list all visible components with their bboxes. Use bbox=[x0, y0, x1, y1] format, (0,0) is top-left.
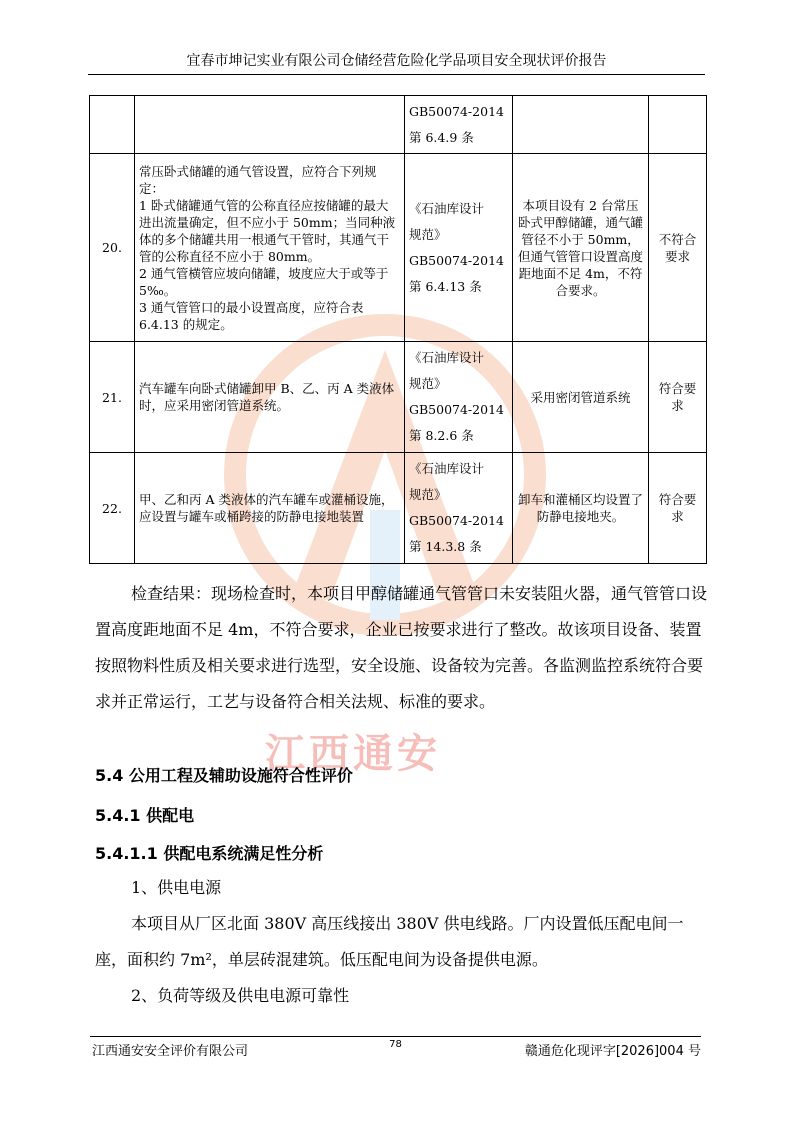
status-cell bbox=[513, 96, 649, 154]
footer-doc-number: 赣通危化现评字[2026]004 号 bbox=[524, 1044, 701, 1059]
row-number: 22. bbox=[90, 453, 135, 564]
basis-line: GB50074-2014 bbox=[409, 402, 504, 417]
basis-line: 第 8.2.6 条 bbox=[409, 428, 474, 443]
table-row bbox=[90, 453, 707, 564]
item-power-source: 1、供电电源 bbox=[131, 878, 222, 897]
basis-cell bbox=[405, 342, 513, 453]
basis-line: 规范》 bbox=[409, 376, 447, 391]
requirement-cell bbox=[135, 453, 405, 564]
table-row bbox=[90, 96, 707, 154]
result-cell bbox=[649, 96, 707, 154]
item-load-level: 2、负荷等级及供电电源可靠性 bbox=[131, 986, 350, 1005]
requirement-cell bbox=[135, 154, 405, 342]
status-cell: 本项目设有 2 台常压卧式甲醇储罐，通气罐管径不小于 50mm，但通气管管口设置高度距地面不足 4m，不符合要求。 bbox=[513, 154, 649, 342]
requirement-line: 常压卧式储罐的通气管设置，应符合下列规定： bbox=[139, 163, 377, 196]
basis-line: GB50074-2014 bbox=[409, 513, 504, 528]
page-header bbox=[88, 50, 705, 75]
power-source-paragraph: 本项目从厂区北面 380V 高压线接出 380V 供电线路。厂内设置低压配电间一座，面积约 7m²，单层砖混建筑。低压配电间为设备提供电源。 bbox=[95, 914, 684, 969]
heading-5-4-1-1: 5.4.1.1 供配电系统满足性分析 bbox=[95, 844, 324, 863]
requirement-cell bbox=[135, 342, 405, 453]
requirement-line: 2 通气管横管应坡向储罐，坡度应大于或等于 5‰。 bbox=[139, 265, 389, 298]
result-cell: 符合要求 bbox=[649, 342, 707, 453]
requirement-line: 1 卧式储罐通气管的公称直径应按储罐的最大进出流量确定，但不应小于 50mm；当同种液体的多个储罐共用一根通气干管时，其通气干管的公称直径不应小于 80mm。 bbox=[139, 197, 396, 264]
footer-company: 江西通安安全评价有限公司 bbox=[92, 1044, 249, 1059]
requirement-line: 甲、乙和丙 A 类液体的汽车罐车或灌桶设施，应设置与罐车或桶跨接的防静电接地装置 bbox=[139, 492, 394, 524]
basis-cell bbox=[405, 453, 513, 564]
requirement-line: 汽车罐车向卧式储罐卸甲 B、乙、丙 A 类液体时，应采用密闭管道系统。 bbox=[139, 381, 395, 413]
watermark-text: 江西通安 bbox=[265, 731, 441, 777]
requirement-cell bbox=[135, 96, 405, 154]
row-number: 21. bbox=[90, 342, 135, 453]
basis-line: 《石油库设计 bbox=[409, 350, 485, 365]
page-footer bbox=[90, 1036, 701, 1057]
basis-line: 第 6.4.9 条 bbox=[409, 129, 474, 145]
basis-cell bbox=[405, 96, 513, 154]
row-number bbox=[90, 96, 135, 154]
basis-line: 第 14.3.8 条 bbox=[409, 539, 482, 554]
requirement-line: 3 通气管管口的最小设置高度，应符合表 6.4.13 的规定。 bbox=[139, 299, 364, 332]
result-cell: 不符合要求 bbox=[649, 154, 707, 342]
basis-line: GB50074-2014 bbox=[409, 252, 504, 268]
heading-5-4-1: 5.4.1 供配电 bbox=[95, 806, 195, 825]
row-number: 20. bbox=[90, 154, 135, 342]
basis-line: 规范》 bbox=[409, 487, 447, 502]
table-row bbox=[90, 342, 707, 453]
header-title: 宜春市坤记实业有限公司仓储经营危险化学品项目安全现状评价报告 bbox=[186, 53, 607, 69]
basis-line: 《石油库设计 bbox=[409, 200, 485, 216]
power-section bbox=[95, 870, 707, 1014]
basis-line: GB50074-2014 bbox=[409, 103, 504, 119]
conclusion-section bbox=[95, 576, 707, 720]
conclusion-paragraph: 检查结果：现场检查时，本项目甲醇储罐通气管管口未安装阻火器，通气管管口设置高度距地面不足 4m，不符合要求，企业已按要求进行了整改。故该项目设备、装置按照物料性质及相关要求进行选型，安全设施、设备较为完善。各监测监控系统符合要求并正常运行，工艺与设备符合相关法规、标准的要求。 bbox=[95, 584, 708, 711]
page-number: 78 bbox=[389, 1039, 402, 1050]
table-row bbox=[90, 154, 707, 342]
basis-line: 第 6.4.13 条 bbox=[409, 278, 482, 294]
basis-line: 规范》 bbox=[409, 226, 447, 242]
status-cell: 卸车和灌桶区均设置了防静电接地夹。 bbox=[513, 453, 649, 564]
result-cell: 符合要求 bbox=[649, 453, 707, 564]
status-cell: 采用密闭管道系统 bbox=[513, 342, 649, 453]
basis-cell bbox=[405, 154, 513, 342]
compliance-table bbox=[89, 95, 707, 564]
basis-line: 《石油库设计 bbox=[409, 461, 485, 476]
heading-5-4: 5.4 公用工程及辅助设施符合性评价 bbox=[95, 766, 353, 785]
